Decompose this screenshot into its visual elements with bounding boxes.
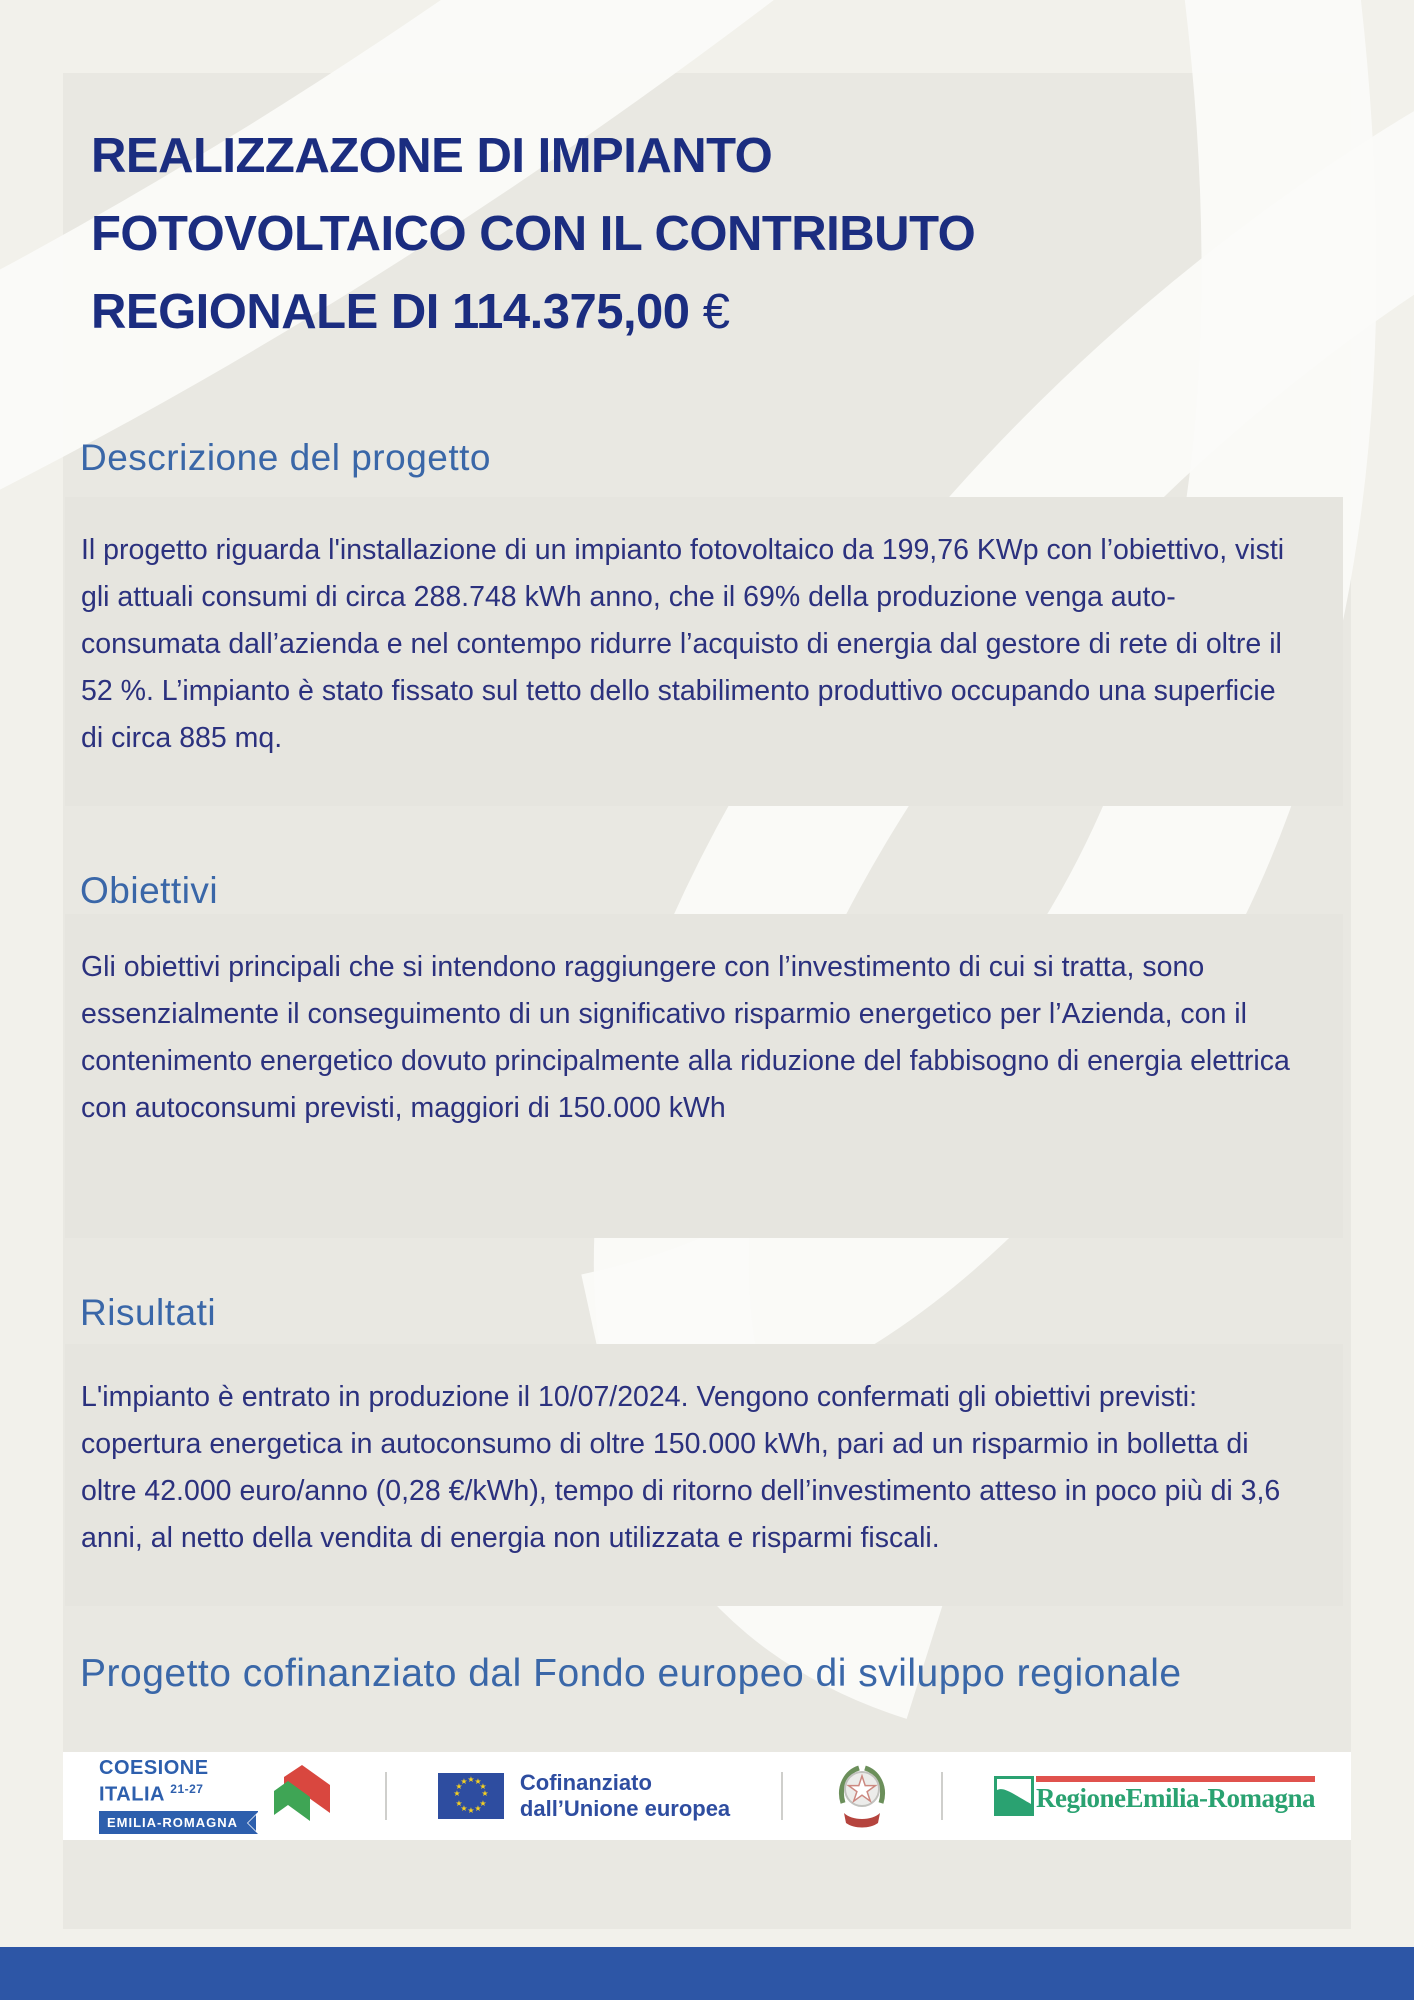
svg-text:★: ★: [474, 1804, 482, 1813]
rer-square-icon: [994, 1776, 1034, 1816]
section-heading-descrizione: Descrizione del progetto: [80, 437, 491, 478]
coesione-line1: COESIONE: [99, 1756, 209, 1779]
rer-logo-text: RegioneEmilia-Romagna: [1035, 1783, 1315, 1813]
coesione-chevrons-icon: [268, 1765, 334, 1827]
title-currency-symbol: €: [702, 285, 730, 339]
funding-note: Progetto cofinanziato dal Fondo europeo di sviluppo regionale: [80, 1652, 1182, 1695]
svg-text:★: ★: [455, 1782, 463, 1791]
section-body-descrizione: Il progetto riguarda l'installazione di un impianto fotovoltaico da 199,76 KWp con l’obiettivo, visti gli attuali consumi di circa 288.748 kWh anno, che il 69% della produzione venga auto-consumata dall’azienda e nel contempo ridurre l’acquisto di energia dal gestore di rete di oltre il 52 %. L’impianto è stato fissato sul tetto dello stabilimento produttivo occupando una superficie di circa 885 mq.: [65, 497, 1343, 806]
svg-text:★: ★: [455, 1799, 463, 1808]
title-line-2: FOTOVOLTAICO CON IL CONTRIBUTO: [91, 207, 976, 261]
section-risultati: [63, 1290, 1351, 1606]
svg-text:★: ★: [474, 1777, 482, 1786]
section-heading-obiettivi: Obiettivi: [80, 870, 219, 911]
svg-text:★: ★: [467, 1806, 475, 1815]
eu-logo-text: [520, 1770, 730, 1822]
svg-text:★: ★: [460, 1804, 468, 1813]
eu-flag-icon: [438, 1773, 504, 1819]
svg-text:★: ★: [481, 1789, 489, 1798]
italy-emblem-icon: [834, 1761, 890, 1831]
title-line-1: REALIZZAZONE DI IMPIANTO: [91, 129, 773, 183]
logo-strip: [63, 1752, 1351, 1840]
rer-logo-text-block: [1036, 1776, 1315, 1813]
title-line-3: REGIONALE DI 114.375,00: [91, 285, 690, 339]
coesione-line2: ITALIA $^{21-27}$: [99, 1781, 204, 1806]
coesione-italia-logo: [99, 1758, 334, 1835]
eu-line2: dall’Unione europea: [519, 1796, 731, 1821]
page-title: [91, 117, 1291, 351]
svg-text:★: ★: [479, 1799, 487, 1808]
section-body-obiettivi: Gli obiettivi principali che si intendono raggiungere con l’investimento di cui si tratta, sono essenzialmente il conseguimento di un significativo risparmio energetico per l’Azienda, con il contenimento energetico dovuto principalmente alla riduzione del fabbisogno di energia elettrica con autoconsumi previsti, maggiori di 150.000 kWh: [65, 914, 1343, 1238]
eu-line1: Cofinanziato: [519, 1770, 652, 1795]
logo-divider-2: [781, 1772, 783, 1820]
coesione-region-banner: EMILIA-ROMAGNA: [99, 1811, 258, 1834]
svg-text:★: ★: [467, 1775, 475, 1784]
logo-divider-3: [941, 1772, 943, 1820]
section-obiettivi: [63, 868, 1351, 1238]
section-heading-risultati: Risultati: [80, 1292, 217, 1333]
regione-emilia-romagna-logo: [994, 1776, 1315, 1816]
svg-text:★: ★: [453, 1789, 461, 1798]
bottom-blue-bar: [0, 1947, 1414, 2000]
section-descrizione: [63, 435, 1351, 806]
logo-divider-1: [385, 1772, 387, 1820]
poster-content: [63, 73, 1351, 1840]
coesione-period: 21-27: [170, 1781, 204, 1796]
coesione-logo-text: [99, 1758, 258, 1835]
eu-cofunded-logo: [438, 1770, 730, 1822]
svg-text:★: ★: [460, 1777, 468, 1786]
rer-red-bar: [1036, 1776, 1315, 1782]
section-body-risultati: L'impianto è entrato in produzione il 10/07/2024. Vengono confermati gli obiettivi previsti: copertura energetica in autoconsumo di oltre 150.000 kWh, pari ad un risparmio in bolletta di oltre 42.000 euro/anno (0,28 €/kWh), tempo di ritorno dell’investimento atteso in poco più di 3,6 anni, al netto della vendita di energia non utilizzata e risparmi fiscali.: [65, 1344, 1343, 1606]
svg-text:★: ★: [479, 1782, 487, 1791]
